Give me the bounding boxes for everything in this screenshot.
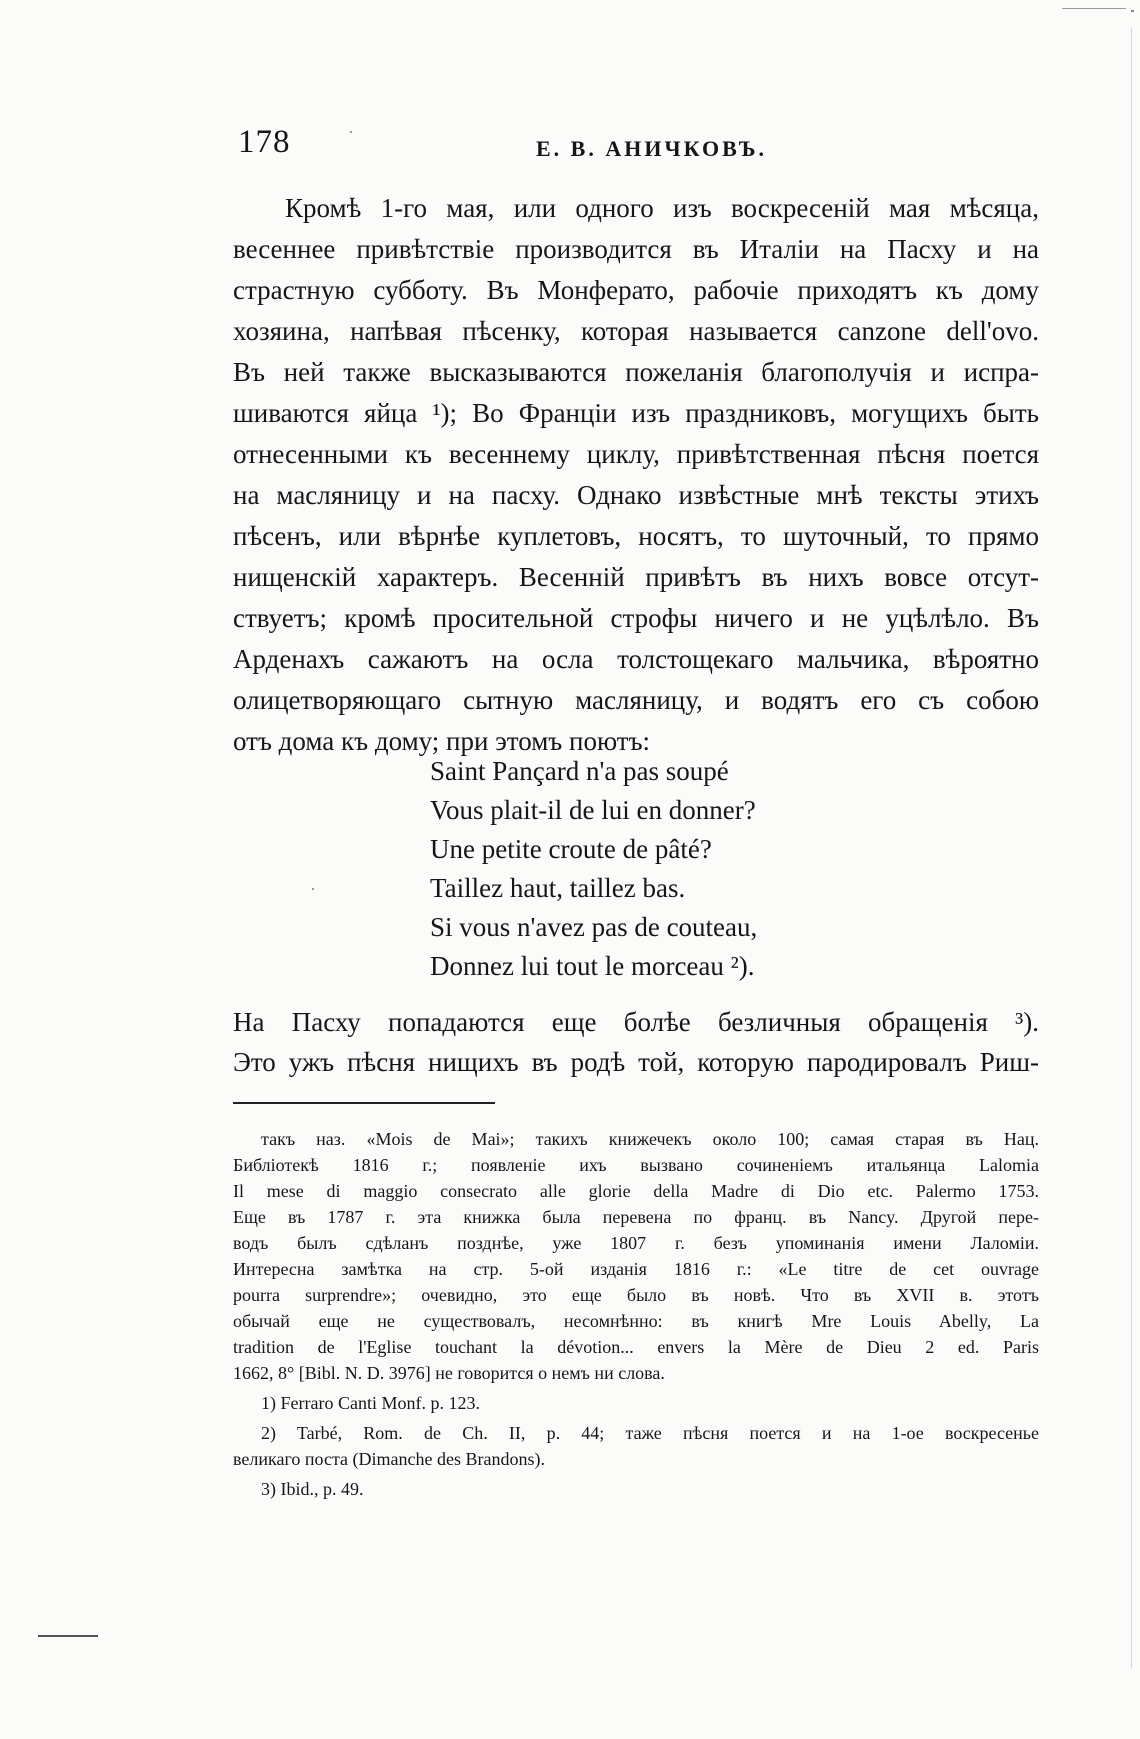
footnote-line: великаго поста (Dimanche des Brandons).: [233, 1449, 545, 1469]
text-line: Арденахъ сажаютъ на осла толстощекаго мальчика, вѣроятно: [233, 644, 1039, 674]
verse-line: Vous plait-il de lui en donner?: [430, 795, 756, 825]
body-paragraph-1: [233, 188, 1039, 762]
running-head: Е. В. АНИЧКОВЪ.: [536, 136, 767, 161]
page-number: 178: [238, 124, 291, 160]
text-line: олицетворяющаго сытную масляницу, и водятъ его съ собою: [233, 685, 1039, 715]
verse-line: Une petite croute de pâté?: [430, 834, 712, 864]
verse-line: Saint Pançard n'a pas soupé: [430, 756, 729, 786]
footnote-line: tradition de l'Eglise touchant la dévotion... envers la Mère de Dieu 2 ed. Paris: [233, 1337, 1039, 1357]
text-line: хозяина, напѣвая пѣсенку, которая называется canzone dell'ovo.: [233, 316, 1039, 346]
scan-speck: [312, 888, 314, 890]
text-line: пѣсенъ, или вѣрнѣе куплетовъ, носятъ, то шуточный, то прямо: [233, 521, 1039, 551]
text-line: на масляницу и на пасху. Однако извѣстные мнѣ тексты этихъ: [233, 480, 1039, 510]
footnote-line: Интересна замѣтка на стр. 5-ой изданія 1816 г.: «Le titre de cet ouvrage: [233, 1259, 1039, 1279]
body-paragraph-2: [233, 1002, 1039, 1082]
footnote-line: водъ былъ сдѣланъ позднѣе, уже 1807 г. безъ упоминанія имени Лаломіи.: [233, 1233, 1039, 1253]
text-line: весеннее привѣтствіе производится въ Италіи на Пасху и на: [233, 234, 1039, 264]
text-line: страстную субботу. Въ Монферато, рабочіе приходятъ къ дому: [233, 275, 1039, 305]
scan-edge-top: [1062, 8, 1126, 9]
footnote-line: Il mese di maggio consecrato alle glorie della Madre di Dio etc. Palermo 1753.: [233, 1181, 1039, 1201]
scan-edge-mark: [38, 1635, 98, 1637]
scan-edge-right: [1131, 28, 1132, 1668]
page-header: [0, 124, 1140, 164]
text-line: отъ дома къ дому; при этомъ поютъ:: [233, 726, 651, 756]
footnote-1: 1) Ferraro Canti Monf. p. 123.: [261, 1393, 480, 1413]
scan-edge-dot: [1131, 10, 1134, 12]
verse-line: Donnez lui tout le morceau ²).: [430, 951, 755, 981]
text-line: Въ ней также высказываются пожеланія благополучія и испра-: [233, 357, 1039, 387]
footnote-line: такъ наз. «Mois de Mai»; такихъ книжечекъ около 100; самая старая въ Нац.: [261, 1129, 1039, 1149]
verse-line: Si vous n'avez pas de couteau,: [430, 912, 758, 942]
verse-line: Taillez haut, taillez bas.: [430, 873, 686, 903]
footnote-line: Библіотекѣ 1816 г.; появленіе ихъ вызвано сочиненіемъ итальянца Lalomia: [233, 1155, 1039, 1175]
text-line: отнесенными къ весеннему циклу, привѣтственная пѣсня поется: [233, 439, 1039, 469]
footnote-rule: [233, 1102, 495, 1104]
text-line: Кромѣ 1-го мая, или одного изъ воскресеній мая мѣсяца,: [285, 193, 1039, 223]
footnote-line: 1662, 8° [Bibl. N. D. 3976] не говорится о немъ ни слова.: [233, 1363, 665, 1383]
footnote-line: Еще въ 1787 г. эта книжка была перевена по франц. въ Nancy. Другой пере-: [233, 1207, 1039, 1227]
text-line: Это ужъ пѣсня нищихъ въ родѣ той, которую пародировалъ Риш-: [233, 1047, 1039, 1077]
text-line: шиваются яйца ¹); Во Франціи изъ праздниковъ, могущихъ быть: [233, 398, 1039, 428]
footnote-3: 3) Ibid., p. 49.: [261, 1479, 364, 1499]
text-line: нищенскій характеръ. Весенній привѣтъ въ нихъ вовсе отсут-: [233, 562, 1039, 592]
footnote-line: pourra surprendre»; очевидно, это еще было въ новѣ. Что въ XVII в. этотъ: [233, 1285, 1039, 1305]
footnote-2: 2) Tarbé, Rom. de Ch. II, p. 44; таже пѣсня поется и на 1-ое воскресенье: [261, 1423, 1039, 1443]
verse-stanza: [430, 752, 757, 986]
text-line: На Пасху попадаются еще болѣе безличныя обращенія ³).: [233, 1007, 1039, 1037]
text-line: ствуетъ; кромѣ просительной строфы ничего и не уцѣлѣло. Въ: [233, 603, 1039, 633]
footnote-line: обычай еще не существовалъ, несомнѣнно: въ книгѣ Mre Louis Abelly, La: [233, 1311, 1039, 1331]
footnotes: [233, 1126, 1039, 1502]
